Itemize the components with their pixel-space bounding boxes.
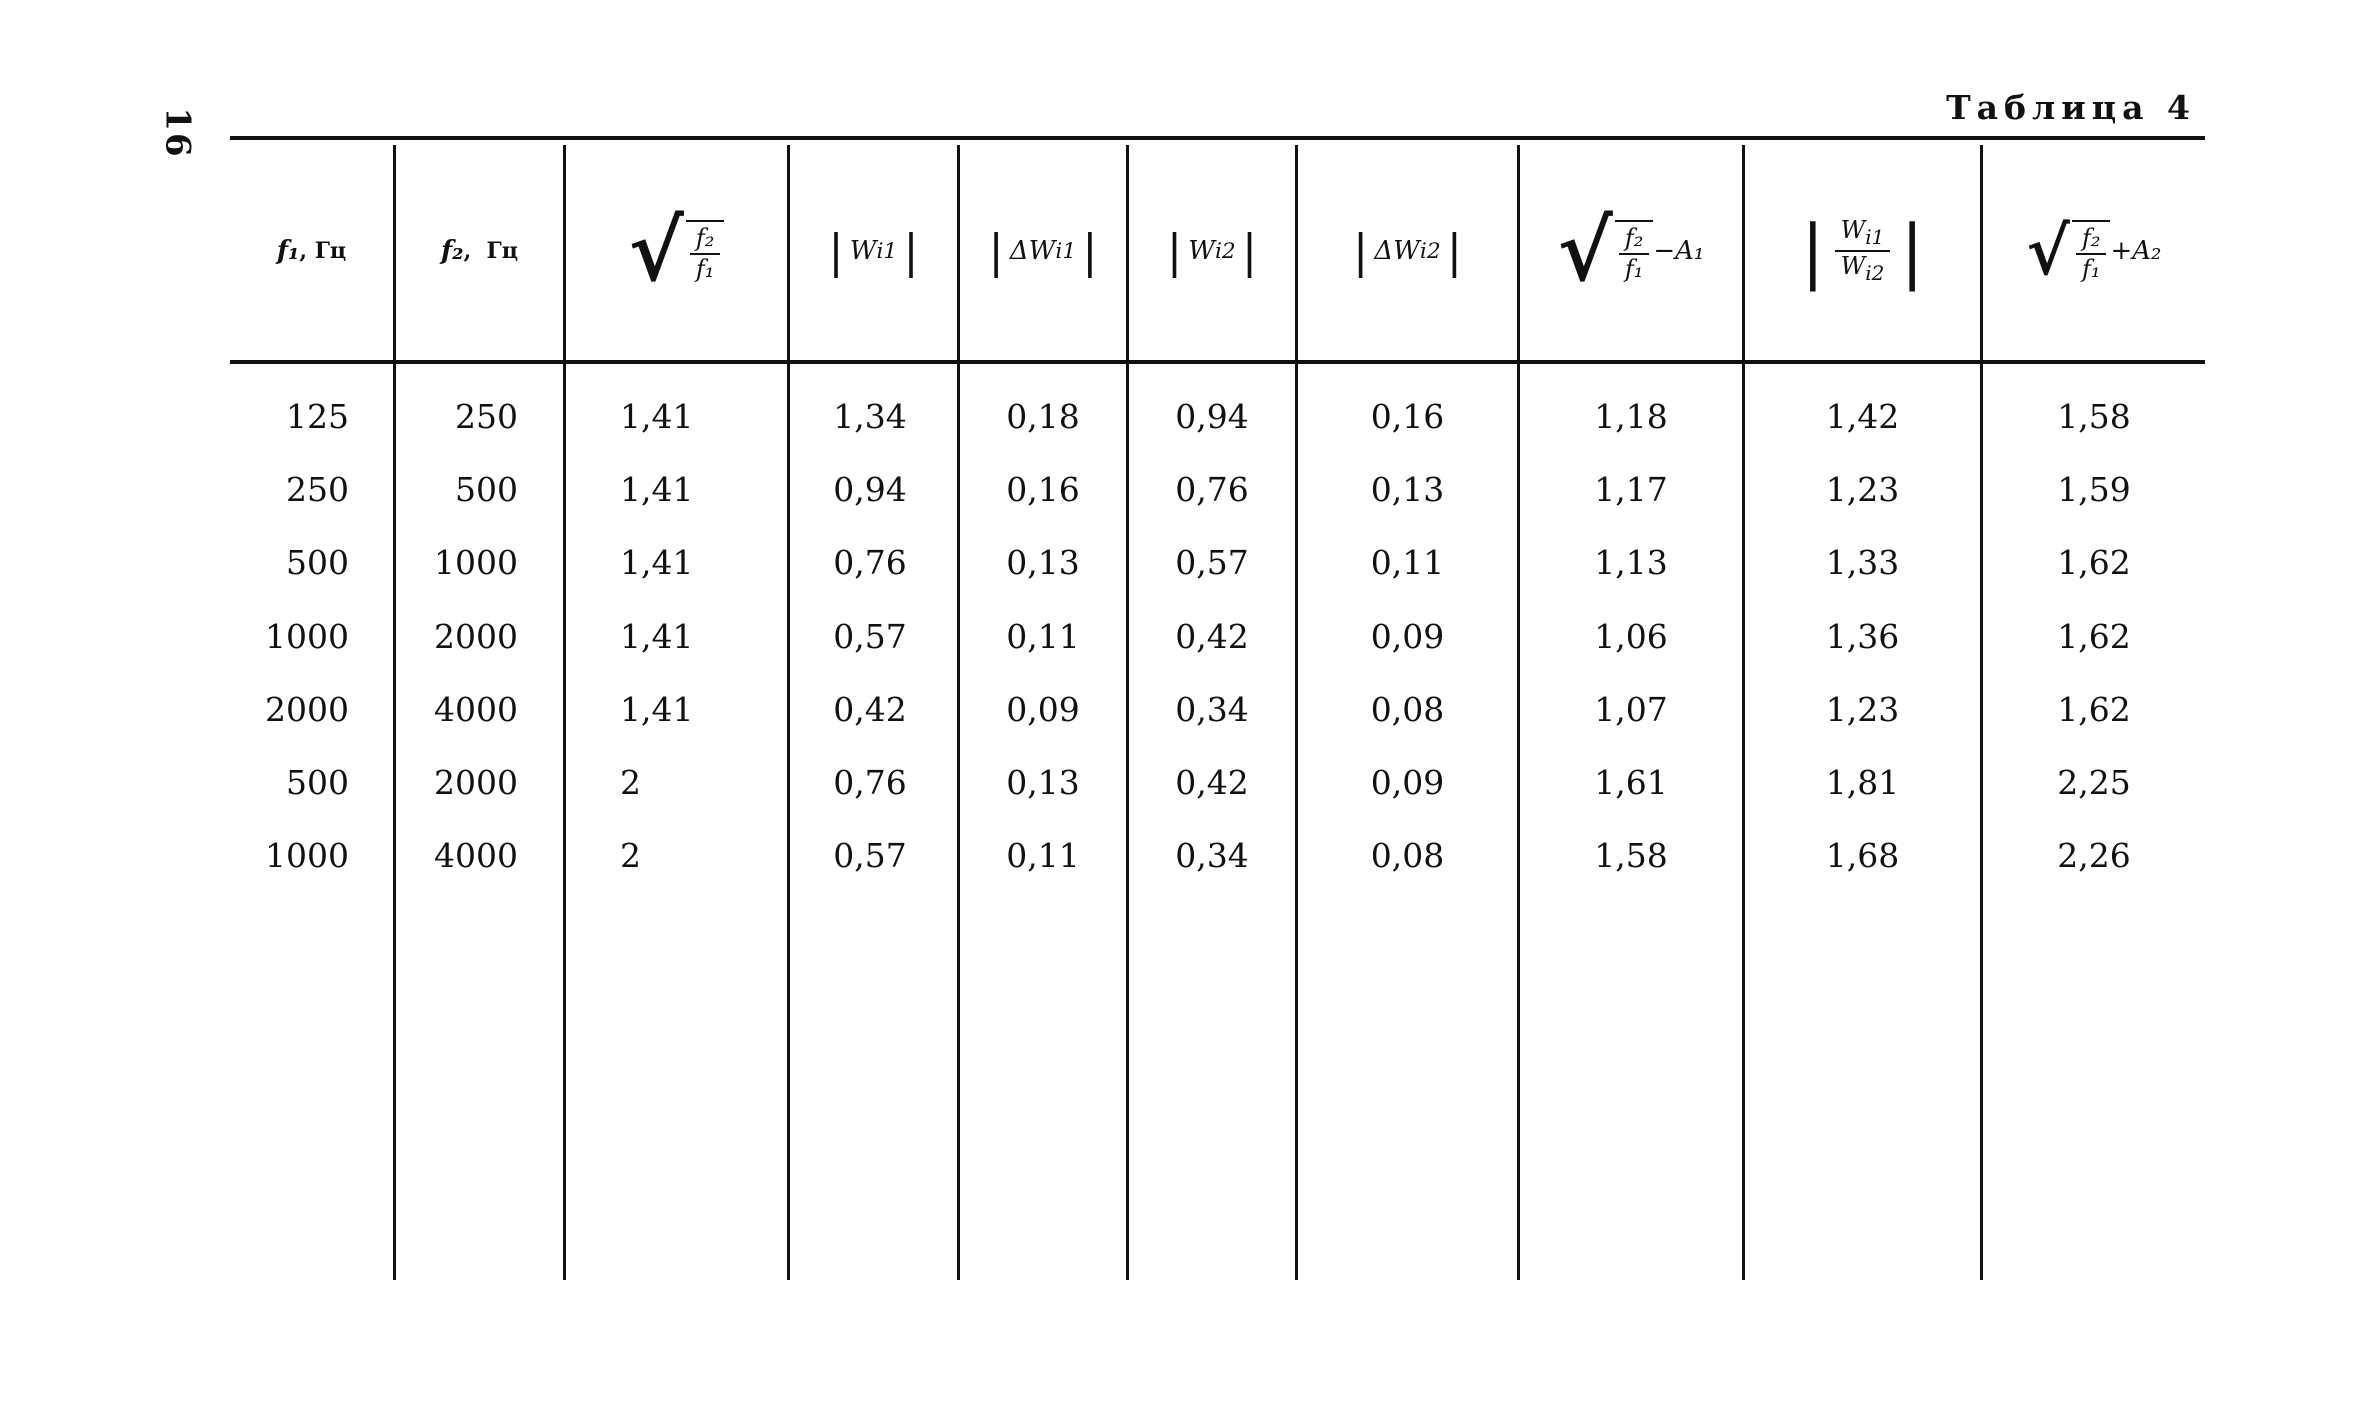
header-w-ratio [1745,145,1980,357]
header-w-sub: i1 [876,238,898,264]
table-cell: 2000 [265,690,349,729]
fraction-denominator: f₁ [695,255,715,283]
table-cell: 0,18 [1006,397,1080,436]
table-cell: 1,42 [1825,397,1900,436]
table-cell: 0,09 [1370,617,1445,656]
table-cell: 2000 [434,617,518,656]
table-cell: 500 [286,763,349,802]
table-cell: 1,61 [1594,763,1668,802]
table-cell: 1000 [265,836,349,875]
table-cell: 0,76 [1175,470,1249,509]
abs-bar-icon: | [1446,224,1463,278]
header-tail: +A₂ [2110,236,2162,266]
table-cell: 1,62 [2057,543,2131,582]
table-cell: 0,57 [833,617,907,656]
header-dw-sub: i2 [1419,238,1441,264]
table-cell: 0,94 [1175,397,1249,436]
table-cell: 250 [455,397,518,436]
table-cell: 1,59 [2057,470,2131,509]
header-f1-symbol: f₁ [276,236,300,266]
abs-bar-icon: | [1082,224,1098,278]
table-cell: 0,08 [1370,836,1445,875]
fraction-numerator: f₂ [1619,226,1650,255]
header-f2-symbol: f₂ [440,236,464,266]
table-cell: 0,94 [833,470,907,509]
table-cell: 0,09 [1006,690,1080,729]
table-caption: Таблица 4 [1946,88,2196,127]
table-cell: 1,81 [1825,763,1900,802]
table-cell: 1,58 [2057,397,2131,436]
table-cell: 1,41 [620,617,694,656]
table-cell: 1,41 [620,397,694,436]
sqrt-sign-icon: √ [2026,212,2070,290]
table-cell: 1,62 [2057,617,2131,656]
fraction-denominator: f₁ [1624,255,1644,283]
header-sqrt-ratio [566,145,787,357]
header-dw-label: ΔW [1374,236,1420,266]
table-cell: 0,57 [1175,543,1249,582]
table-cell: 1,23 [1825,470,1900,509]
abs-bar-icon: | [1352,224,1369,278]
header-dw-sub: i1 [1055,238,1077,264]
fraction-denominator: W [1840,252,1866,280]
abs-bar-icon: | [1241,224,1258,278]
abs-bar-icon: | [828,224,844,278]
table-cell: 0,76 [833,543,907,582]
header-dw-label: ΔW [1009,236,1056,266]
fraction-f2-over-f1 [2076,223,2107,283]
table-cell: 1,34 [833,397,907,436]
table-cell: 1,33 [1825,543,1900,582]
header-w-label: W [849,236,877,266]
header-f1: f₁ , Гц [276,236,347,266]
header-f2-unit: Гц [486,238,518,264]
table-header-rule [230,360,2205,364]
table-cell: 0,13 [1006,543,1080,582]
table-cell: 0,11 [1006,836,1080,875]
header-dw-i1 [960,145,1126,357]
table-cell: 1,41 [620,543,694,582]
abs-bar-icon: | [1900,210,1924,292]
table-cell: 1,58 [1594,836,1668,875]
table-cell: 500 [455,470,518,509]
fraction-f2-over-f1 [690,223,721,283]
table-cell: 0,13 [1370,470,1445,509]
sqrt-sign-icon: √ [628,201,684,300]
fraction-numerator: f₂ [2076,226,2107,255]
table-cell: 1,62 [2057,690,2131,729]
table-cell: 0,16 [1006,470,1080,509]
table-cell: 0,42 [833,690,907,729]
abs-bar-icon: | [988,224,1004,278]
table-cell: 1,06 [1594,617,1668,656]
sqrt-sign-icon: √ [1557,201,1613,300]
table-cell: 0,34 [1175,836,1249,875]
table-cell: 500 [286,543,349,582]
table-cell: 2 [620,836,641,875]
fraction-denominator: f₁ [2081,255,2101,283]
table-cell: 0,13 [1006,763,1080,802]
header-sqrt-plus-a2 [1983,145,2205,357]
table-cell: 0,42 [1175,763,1249,802]
table-cell: 1,23 [1825,690,1900,729]
table-cell: 0,08 [1370,690,1445,729]
header-w-i1 [790,145,957,357]
header-f2: f₂ , Гц [440,236,518,266]
table-cell: 2,25 [2057,763,2131,802]
fraction-numerator-sub: i1 [1865,225,1885,249]
table-cell: 1000 [434,543,518,582]
header-sqrt-minus-a1 [1520,145,1742,357]
table-cell: 1,17 [1594,470,1668,509]
table-cell: 0,11 [1006,617,1080,656]
table-cell: 125 [286,397,349,436]
table-cell: 1000 [265,617,349,656]
table-cell: 1,18 [1594,397,1668,436]
fraction-w-ratio [1835,218,1891,284]
abs-bar-icon: | [1166,224,1183,278]
page-number: 16 [157,107,198,159]
table-cell: 4000 [434,690,518,729]
header-dw-i2 [1298,145,1517,357]
table-cell: 0,76 [833,763,907,802]
fraction-numerator: f₂ [690,226,721,255]
header-w-i2 [1129,145,1295,357]
table-cell: 0,09 [1370,763,1445,802]
table-cell: 1,41 [620,470,694,509]
table-cell: 1,36 [1825,617,1900,656]
table-cell: 0,34 [1175,690,1249,729]
table-cell: 2000 [434,763,518,802]
table-cell: 1,41 [620,690,694,729]
fraction-numerator: W [1840,216,1866,245]
abs-bar-icon: | [903,224,919,278]
abs-bar-icon: | [1801,210,1825,292]
table-cell: 1,07 [1594,690,1668,729]
table-cell: 2 [620,763,641,802]
table-cell: 0,16 [1370,397,1445,436]
fraction-f2-over-f1 [1619,223,1650,283]
header-tail: −A₁ [1653,236,1705,266]
table-cell: 2,26 [2057,836,2131,875]
header-w-label: W [1188,236,1215,266]
table-cell: 0,11 [1370,543,1445,582]
header-f1-unit: Гц [314,238,347,264]
header-w-sub: i2 [1215,238,1236,264]
table-cell: 0,57 [833,836,907,875]
fraction-denominator-sub: i2 [1865,260,1885,285]
table-cell: 4000 [434,836,518,875]
table-cell: 1,13 [1594,543,1668,582]
table-cell: 0,42 [1175,617,1249,656]
table-cell: 1,68 [1825,836,1900,875]
table-top-rule [230,136,2205,140]
table-cell: 250 [286,470,349,509]
